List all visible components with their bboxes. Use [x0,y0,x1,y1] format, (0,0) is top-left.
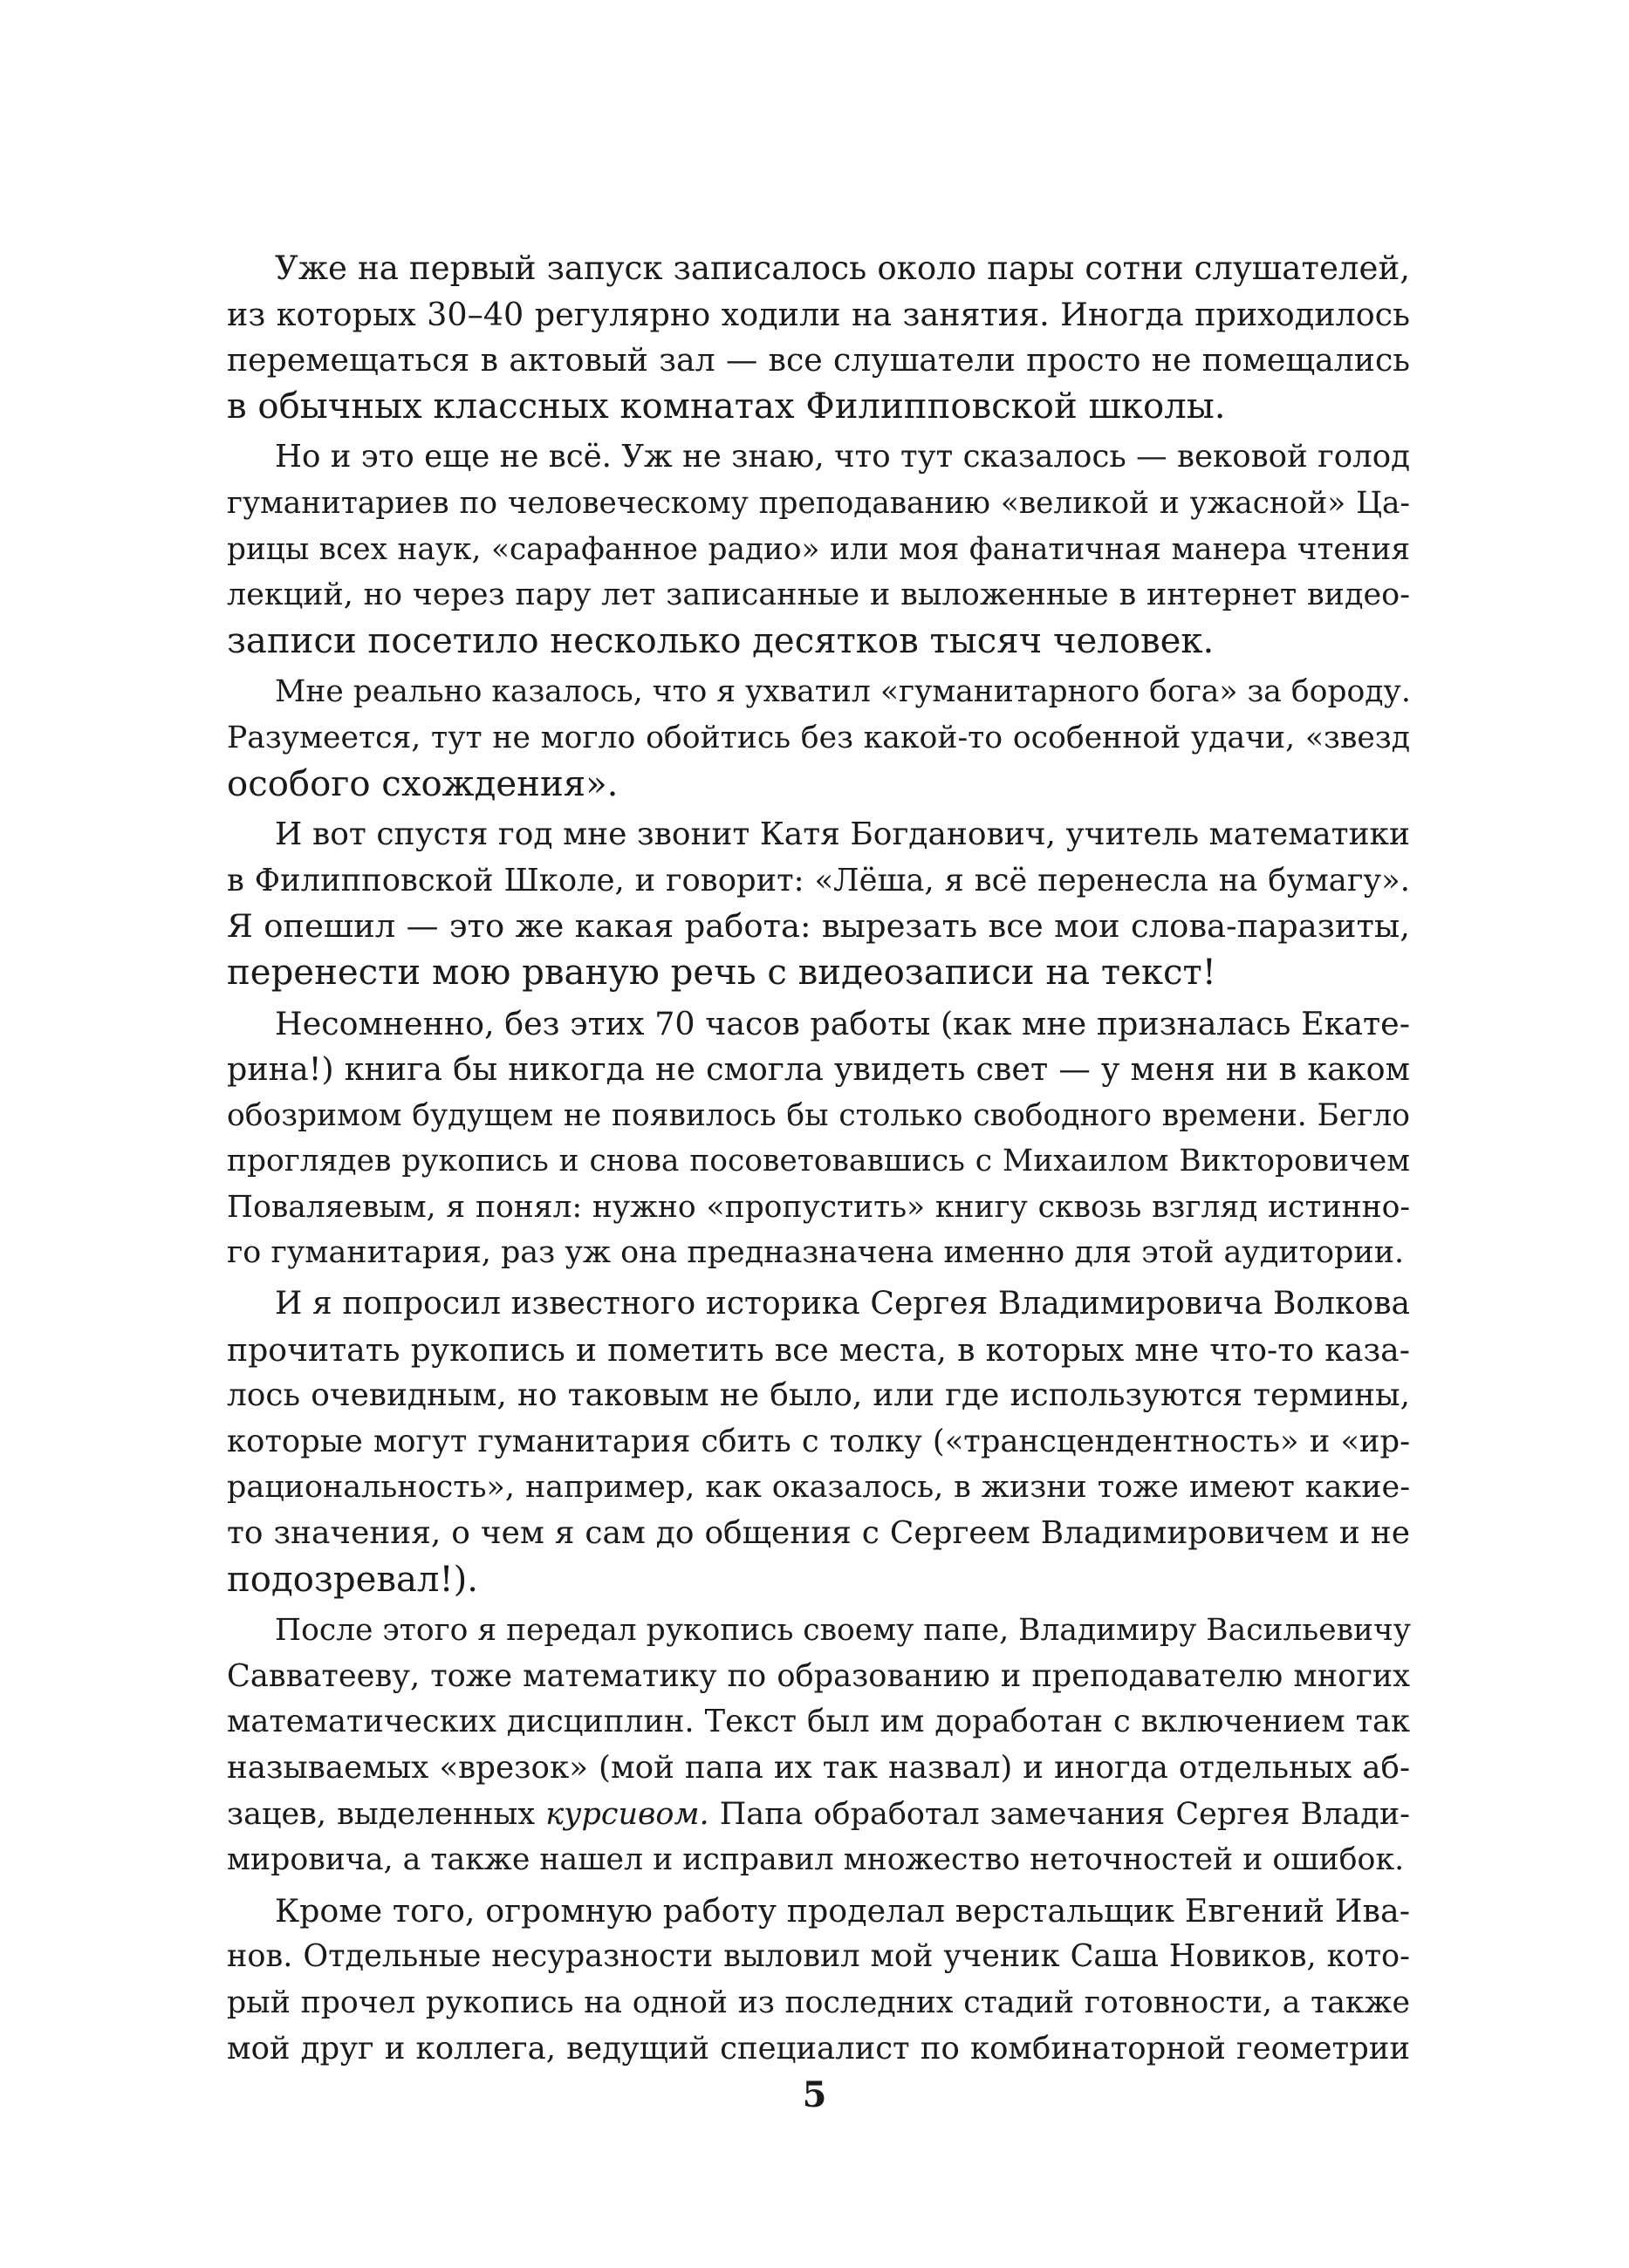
text-line: Савватееву, тоже математику по образованию и преподавателю многих [227,1657,1410,1694]
text-line: рицы всех наук, «сарафанное радио» или моя фанатичная манера чтения [227,531,1410,567]
text-line: После этого я передал рукопись своему папе, Владимиру Васильевичу [275,1613,1412,1649]
text-line: рина!) книга бы никогда не смогла увидеть свет — у меня ни в каком [227,1050,1410,1089]
paragraph [227,434,1410,664]
page-number: 5 [802,2074,827,2115]
paragraph [227,1281,1410,1602]
text-line: Уже на первый запуск записалось около пары сотни слушателей, [275,249,1410,287]
paragraph [227,1608,1410,1883]
italic-word: курсивом. [545,1796,709,1832]
body-text [227,246,1410,2077]
text-line: то значения, о чем я сам до общения с Сергеем Владимировичем и не [227,1515,1410,1552]
text-line: особого схождения». [227,763,619,804]
text-line: Мне реально казалось, что я ухватил «гуманитарного бога» за бороду. [275,674,1411,710]
paragraph [227,812,1410,995]
text-line: проглядев рукопись и снова посоветовавшись с Михаилом Викторовичем [227,1144,1410,1179]
paragraph [227,669,1410,807]
text-line: Несомненно, без этих 70 часов работы (как мне призналась Екате- [275,1004,1410,1042]
text-line: рый прочел рукопись на одной из последних стадий готовности, а также [227,1984,1410,2020]
text-line: Кроме того, огромную работу проделал верстальщик Евгений Ива- [275,1891,1410,1930]
paragraph [227,1889,1410,2072]
paragraph [227,246,1410,429]
text-line: лось очевидным, но таковым не было, или где используются термины, [227,1377,1410,1414]
text-line: прочитать рукопись и пометить все места, в которых мне что-то каза- [227,1330,1410,1369]
text-line: И вот спустя год мне звонит Катя Богданович, учитель математики [275,816,1410,853]
text-line: Но и это еще не всё. Уж не знаю, что тут сказалось — вековой голод [275,439,1410,475]
text-line: которые могут гуманитария сбить с толку («трансцендентность» и «ир- [227,1423,1410,1459]
text-segment: Папа обработал замечания Сергея Влади- [708,1796,1410,1832]
text-line: в Филипповской Школе, и говорит: «Лёша, я всё перенесла на бумагу». [227,862,1410,898]
text-line-with-italic [227,1792,1410,1838]
text-line: перенести мою рваную речь с видеозаписи на текст! [227,952,1216,993]
text-line: гуманитариев по человеческому преподаванию «великой и ужасной» Ца- [227,485,1410,521]
text-line: подозревал!). [227,1559,479,1600]
text-line: мировича, а также нашел и исправил множество неточностей и ошибок. [227,1842,1405,1878]
text-line: лекций, но через пару лет записанные и выложенные в интернет видео- [227,577,1410,613]
text-line: Разумеется, тут не могло обойтись без какой-то особенной удачи, «звезд [227,720,1410,755]
text-line: обозримом будущем не появилось бы столько свободного времени. Бегло [227,1097,1410,1133]
paragraph [227,1001,1410,1277]
text-line: перемещаться в актовый зал — все слушатели просто не помещались [227,341,1410,379]
text-line: Я опешил — это же какая работа: вырезать все мои слова-паразиты, [227,907,1410,946]
text-line: из которых 30–40 регулярно ходили на занятия. Иногда приходилось [227,295,1410,333]
text-line: рациональность», например, как оказалось, в жизни тоже имеют какие- [227,1470,1410,1506]
text-line: называемых «врезок» (мой папа их так назвал) и иногда отдельных аб- [227,1750,1410,1786]
text-segment: зацев, выделенных [227,1796,546,1832]
text-line: го гуманитария, раз уж она предназначена именно для этой аудитории. [227,1235,1405,1271]
text-line: в обычных классных комнатах Филипповской школы. [227,386,1226,427]
text-line: записи посетило несколько десятков тысяч человек. [227,620,1215,661]
text-line: математических дисциплин. Текст был им доработан с включением так [227,1704,1410,1740]
text-line: И я попросил известного историка Сергея Владимировича Волкова [275,1286,1410,1322]
text-line: нов. Отдельные несуразности выловил мой ученик Саша Новиков, кото- [227,1938,1410,1975]
text-line: Поваляевым, я понял: нужно «пропустить» книгу сквозь взгляд истинно- [227,1189,1410,1225]
text-line: мой друг и коллега, ведущий специалист по комбинаторной геометрии [227,2030,1410,2066]
